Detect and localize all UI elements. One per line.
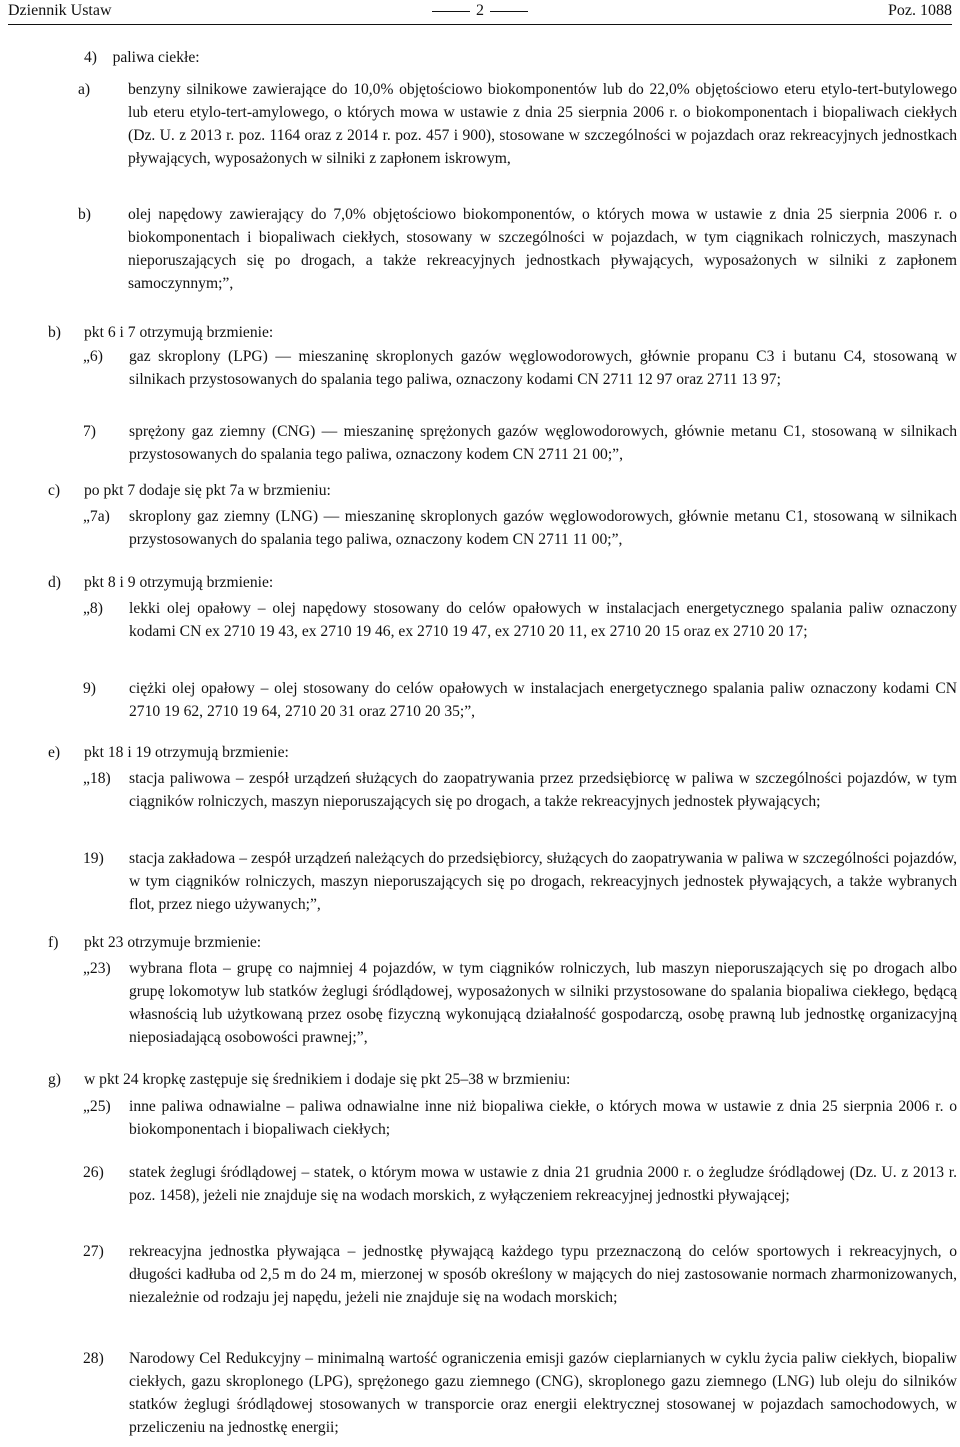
item-text: gaz skroplony (LPG) — mieszaninę skroplonych gazów węglowodorowych, głównie propanu C3 i butanu C4, stosowaną w silnikach przystosowanych do spalania tego paliwa, oznaczony kodami CN 2711 12 97 oraz 2711 13 97;	[129, 348, 957, 388]
item-label: g)	[48, 1071, 61, 1088]
item-text: ciężki olej opałowy – olej stosowany do celów opałowych w instalacjach energetycznego spalania paliw oznaczony kodami CN 2710 19 62, 2710 19 64, 2710 20 31 oraz 2710 20 35;”,	[129, 680, 957, 720]
item-text: stacja zakładowa – zespół urządzeń należących do przedsiębiorcy, służących do zaopatrywania w paliwa w szczególności pojazdów, w tym ciągników rolniczych, maszyn nieporuszających się po drogach, rekreacyjnych jednostek pływających, a także wybranych flot, przez niego używanych;”,	[129, 850, 957, 913]
text-block	[48, 571, 957, 594]
item-text: sprężony gaz ziemny (CNG) — mieszaninę sprężonych gazów węglowodorowych, głównie metanu C1, stosowaną w silnikach przystosowanych do spalania tego paliwa, oznaczony kodem CN 2711 21 00;”,	[129, 423, 957, 463]
item-text: stacja paliwowa – zespół urządzeń służących do zaopatrywania przez przedsiębiorcę w paliwa w szczególności pojazdów, w tym ciągników rolniczych, maszyn nieporuszających się po drogach, a także rekreacyjnych jednostek pływających;	[129, 770, 957, 810]
text-block	[83, 957, 957, 1049]
dash-right	[490, 11, 528, 12]
item-label: b)	[78, 206, 91, 223]
item-text: wybrana flota – grupę co najmniej 4 pojazdów, w tym ciągników rolniczych, lub maszyn nieporuszających się po drogach albo grupę lokomotyw lub statków żeglugi śródlądowej, wyposażonych w silniki przystosowane do spalania biopaliwa ciekłego, będącą własnością lub użytkowaną przez osobę fizyczną wykonującą działalność gospodarczą, osobę prawną lub jednostkę organizacyjną nieposiadającą osobowości prawnej;”,	[129, 960, 957, 1046]
text-block	[83, 1095, 957, 1141]
item-label: „7a)	[83, 508, 110, 525]
item-text: po pkt 7 dodaje się pkt 7a w brzmieniu:	[84, 482, 331, 499]
item-label: 7)	[83, 423, 96, 440]
text-block	[83, 597, 957, 643]
text-block	[83, 1347, 957, 1439]
text-block	[83, 345, 957, 391]
item-text: skroplony gaz ziemny (LNG) — mieszaninę skroplonych gazów węglowodorowych, głównie metanu C1, stosowaną w silnikach przystosowanych do spalania tego paliwa, oznaczony kodem CN 2711 11 00;”,	[129, 508, 957, 548]
journal-title: Dziennik Ustaw	[8, 2, 112, 19]
item-text: Narodowy Cel Redukcyjny – minimalną wartość ograniczenia emisji gazów cieplarnianych w cyklu życia paliw ciekłych, biopaliw ciekłych, gazu skroplonego (LPG), sprężonego gazu ziemnego (CNG), skroplonego gazu ziemnego (LNG) lub oleju do silników statków żeglugi śródlądowej stosowanych w transporcie oraz energii elektrycznej stosowanej w pojazdach samochodowych, w przeliczeniu na jednostkę energii;	[129, 1350, 957, 1436]
text-block	[83, 847, 957, 916]
text-block	[48, 1068, 957, 1091]
item-label: „23)	[83, 960, 111, 977]
item-text: w pkt 24 kropkę zastępuje się średnikiem i dodaje się pkt 25–38 w brzmieniu:	[84, 1071, 571, 1088]
text-block	[83, 767, 957, 813]
item-label: b)	[48, 324, 61, 341]
text-block	[48, 321, 957, 344]
item-label: 26)	[83, 1164, 104, 1181]
item-text: pkt 18 i 19 otrzymują brzmienie:	[84, 744, 289, 761]
item-text: benzyny silnikowe zawierające do 10,0% objętościowo biokomponentów lub do 22,0% objętościowo eteru etylo-tert-butylowego lub eteru etylo-tert-amylowego, o których mowa w ustawie z dnia 25 sierpnia 2006 r. o biokomponentach i biopaliwach ciekłych (Dz. U. z 2013 r. poz. 1164 oraz z 2014 r. poz. 457 i 900), stosowane w szczególności w pojazdach oraz rekreacyjnych jednostkach pływających, wyposażonych w silniki z zapłonem iskrowym,	[128, 81, 957, 167]
text-block	[83, 1240, 957, 1309]
item-label: 28)	[83, 1350, 104, 1367]
item-text: pkt 23 otrzymuje brzmienie:	[84, 934, 262, 951]
item-text: 4) paliwa ciekłe:	[84, 49, 200, 66]
page-number: 2	[8, 0, 952, 22]
item-label: 9)	[83, 680, 96, 697]
item-text: lekki olej opałowy – olej napędowy stosowany do celów opałowych w instalacjach energetycznego spalania paliw oznaczony kodami CN ex 2710 19 43, ex 2710 19 46, ex 2710 19 47, ex 2710 20 11, ex 2710 20 15 oraz ex 2710 20 17;	[129, 600, 957, 640]
item-label: d)	[48, 574, 61, 591]
item-label: a)	[78, 81, 91, 98]
header-rule	[8, 24, 952, 25]
item-text: inne paliwa odnawialne – paliwa odnawialne inne niż biopaliwa ciekłe, o których mowa w ustawie z dnia 25 sierpnia 2006 r. o biokomponentach i biopaliwach ciekłych;	[129, 1098, 957, 1138]
text-block	[83, 677, 957, 723]
item-label: f)	[48, 934, 59, 951]
text-block	[78, 78, 957, 170]
text-block	[83, 505, 957, 551]
dash-left	[432, 11, 470, 12]
item-label: e)	[48, 744, 61, 761]
item-text: pkt 8 i 9 otrzymują brzmienie:	[84, 574, 274, 591]
text-block	[48, 479, 957, 502]
item-text: rekreacyjna jednostka pływająca – jednostkę pływającą każdego typu przeznaczoną do celów sportowych i rekreacyjnych, o długości kadłuba od 2,5 m do 24 m, mierzonej w sposób określony w mających do niej zastosowanie normach zharmonizowanych, niezależnie od rodzaju jej napędu, jeżeli nie znajduje się na wodach morskich;	[129, 1243, 957, 1306]
item-label: 19)	[83, 850, 104, 867]
text-block	[48, 741, 957, 764]
item-text: statek żeglugi śródlądowej – statek, o którym mowa w ustawie z dnia 21 grudnia 2000 r. o żegludze śródlądowej (Dz. U. z 2013 r. poz. 1458), jeżeli nie znajduje się na wodach morskich, z wyłączeniem rekreacyjnej jednostki pływającej;	[129, 1164, 957, 1204]
text-block	[78, 203, 957, 295]
item-label: „8)	[83, 600, 103, 617]
text-block	[83, 420, 957, 466]
item-text: pkt 6 i 7 otrzymują brzmienie:	[84, 324, 274, 341]
text-block	[84, 46, 960, 69]
text-block	[83, 1161, 957, 1207]
page-header	[8, 0, 952, 22]
item-label: c)	[48, 482, 61, 499]
item-label: 27)	[83, 1243, 104, 1260]
item-label: „18)	[83, 770, 111, 787]
item-text: olej napędowy zawierający do 7,0% objętościowo biokomponentów, o których mowa w ustawie z dnia 25 sierpnia 2006 r. o biokomponentach i biopaliwach ciekłych, stosowany w szczególności w pojazdach, w tym ciągnikach rolniczych, maszynach nieporuszających się po drogach, a także rekreacyjnych jednostkach pływających, wyposażonych w silniki z zapłonem samoczynnym;”,	[128, 206, 957, 292]
position-number: Poz. 1088	[888, 2, 952, 19]
item-label: „6)	[83, 348, 103, 365]
item-label: „25)	[83, 1098, 111, 1115]
text-block	[48, 931, 957, 954]
